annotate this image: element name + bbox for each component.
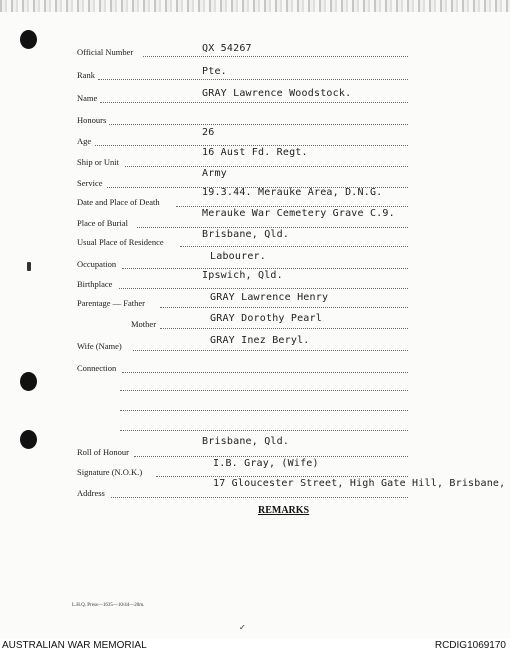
label-roll-of-honour: Roll of Honour (77, 447, 129, 457)
label-service: Service (77, 178, 103, 188)
punch-hole (20, 372, 37, 391)
dotted-line (120, 430, 408, 431)
value-father: GRAY Lawrence Henry (210, 292, 329, 303)
dotted-line (95, 145, 408, 146)
label-rank: Rank (77, 70, 95, 80)
punch-hole (20, 30, 37, 49)
scan-artifact-top (0, 0, 510, 12)
dotted-line (143, 56, 408, 57)
dotted-line (122, 268, 408, 269)
footer-source: AUSTRALIAN WAR MEMORIAL (2, 640, 147, 651)
dotted-line (180, 246, 408, 247)
label-date-place-of-death: Date and Place of Death (77, 197, 160, 207)
label-address: Address (77, 488, 105, 498)
value-usual-residence: Brisbane, Qld. (202, 229, 290, 240)
dotted-line (122, 372, 408, 373)
value-address: 17 Gloucester Street, High Gate Hill, Brisbane, (213, 478, 506, 489)
value-mother: GRAY Dorothy Pearl (210, 313, 322, 324)
dotted-line (176, 206, 408, 207)
label-signature: Signature (N.O.K.) (77, 467, 143, 477)
value-age: 26 (202, 127, 215, 138)
dotted-line (137, 227, 408, 228)
value-occupation: Labourer. (210, 251, 266, 262)
label-official-number: Official Number (77, 47, 134, 57)
value-rank: Pte. (202, 66, 227, 77)
value-birthplace: Ipswich, Qld. (202, 270, 283, 281)
footer-record-id: RCDIG1069170 (434, 640, 506, 651)
dotted-line (134, 456, 408, 457)
value-ship-or-unit: 16 Aust Fd. Regt. (202, 147, 308, 158)
dotted-line (156, 476, 408, 477)
value-date-place-of-death: 19.3.44. Merauke Area, D.N.G. (202, 187, 383, 198)
label-age: Age (77, 136, 92, 146)
label-ship-or-unit: Ship or Unit (77, 157, 120, 167)
label-mother: Mother (131, 319, 157, 329)
label-wife: Wife (Name) (77, 341, 122, 351)
punch-hole (20, 430, 37, 449)
label-honours: Honours (77, 115, 107, 125)
dotted-line (119, 288, 408, 289)
check-mark: ✓ (239, 623, 246, 632)
label-usual-residence: Usual Place of Residence (77, 237, 164, 247)
dotted-line (111, 497, 408, 498)
printer-imprint: L.H.Q. Press—1635—10/44—20m. (72, 603, 145, 608)
dotted-line (160, 328, 408, 329)
scan-speck (27, 262, 31, 271)
value-official-number: QX 54267 (202, 43, 252, 54)
archive-footer (0, 638, 510, 654)
dotted-line (120, 410, 408, 411)
value-signature: I.B. Gray, (Wife) (213, 458, 319, 469)
label-occupation: Occupation (77, 259, 117, 269)
remarks-heading: REMARKS (258, 505, 310, 516)
dotted-line (98, 79, 408, 80)
value-place-of-burial: Merauke War Cemetery Grave C.9. (202, 208, 395, 219)
label-birthplace: Birthplace (77, 279, 113, 289)
dotted-line (125, 166, 408, 167)
value-wife: GRAY Inez Beryl. (210, 335, 310, 346)
dotted-line (120, 390, 408, 391)
label-connection: Connection (77, 363, 117, 373)
dotted-line (100, 102, 408, 103)
dotted-line (133, 350, 408, 351)
value-name: GRAY Lawrence Woodstock. (202, 88, 352, 99)
value-roll-of-honour: Brisbane, Qld. (202, 436, 290, 447)
value-service: Army (202, 168, 227, 179)
dotted-line (160, 307, 408, 308)
label-name: Name (77, 93, 98, 103)
label-father: Parentage — Father (77, 298, 145, 308)
dotted-line (109, 124, 408, 125)
label-place-of-burial: Place of Burial (77, 218, 128, 228)
